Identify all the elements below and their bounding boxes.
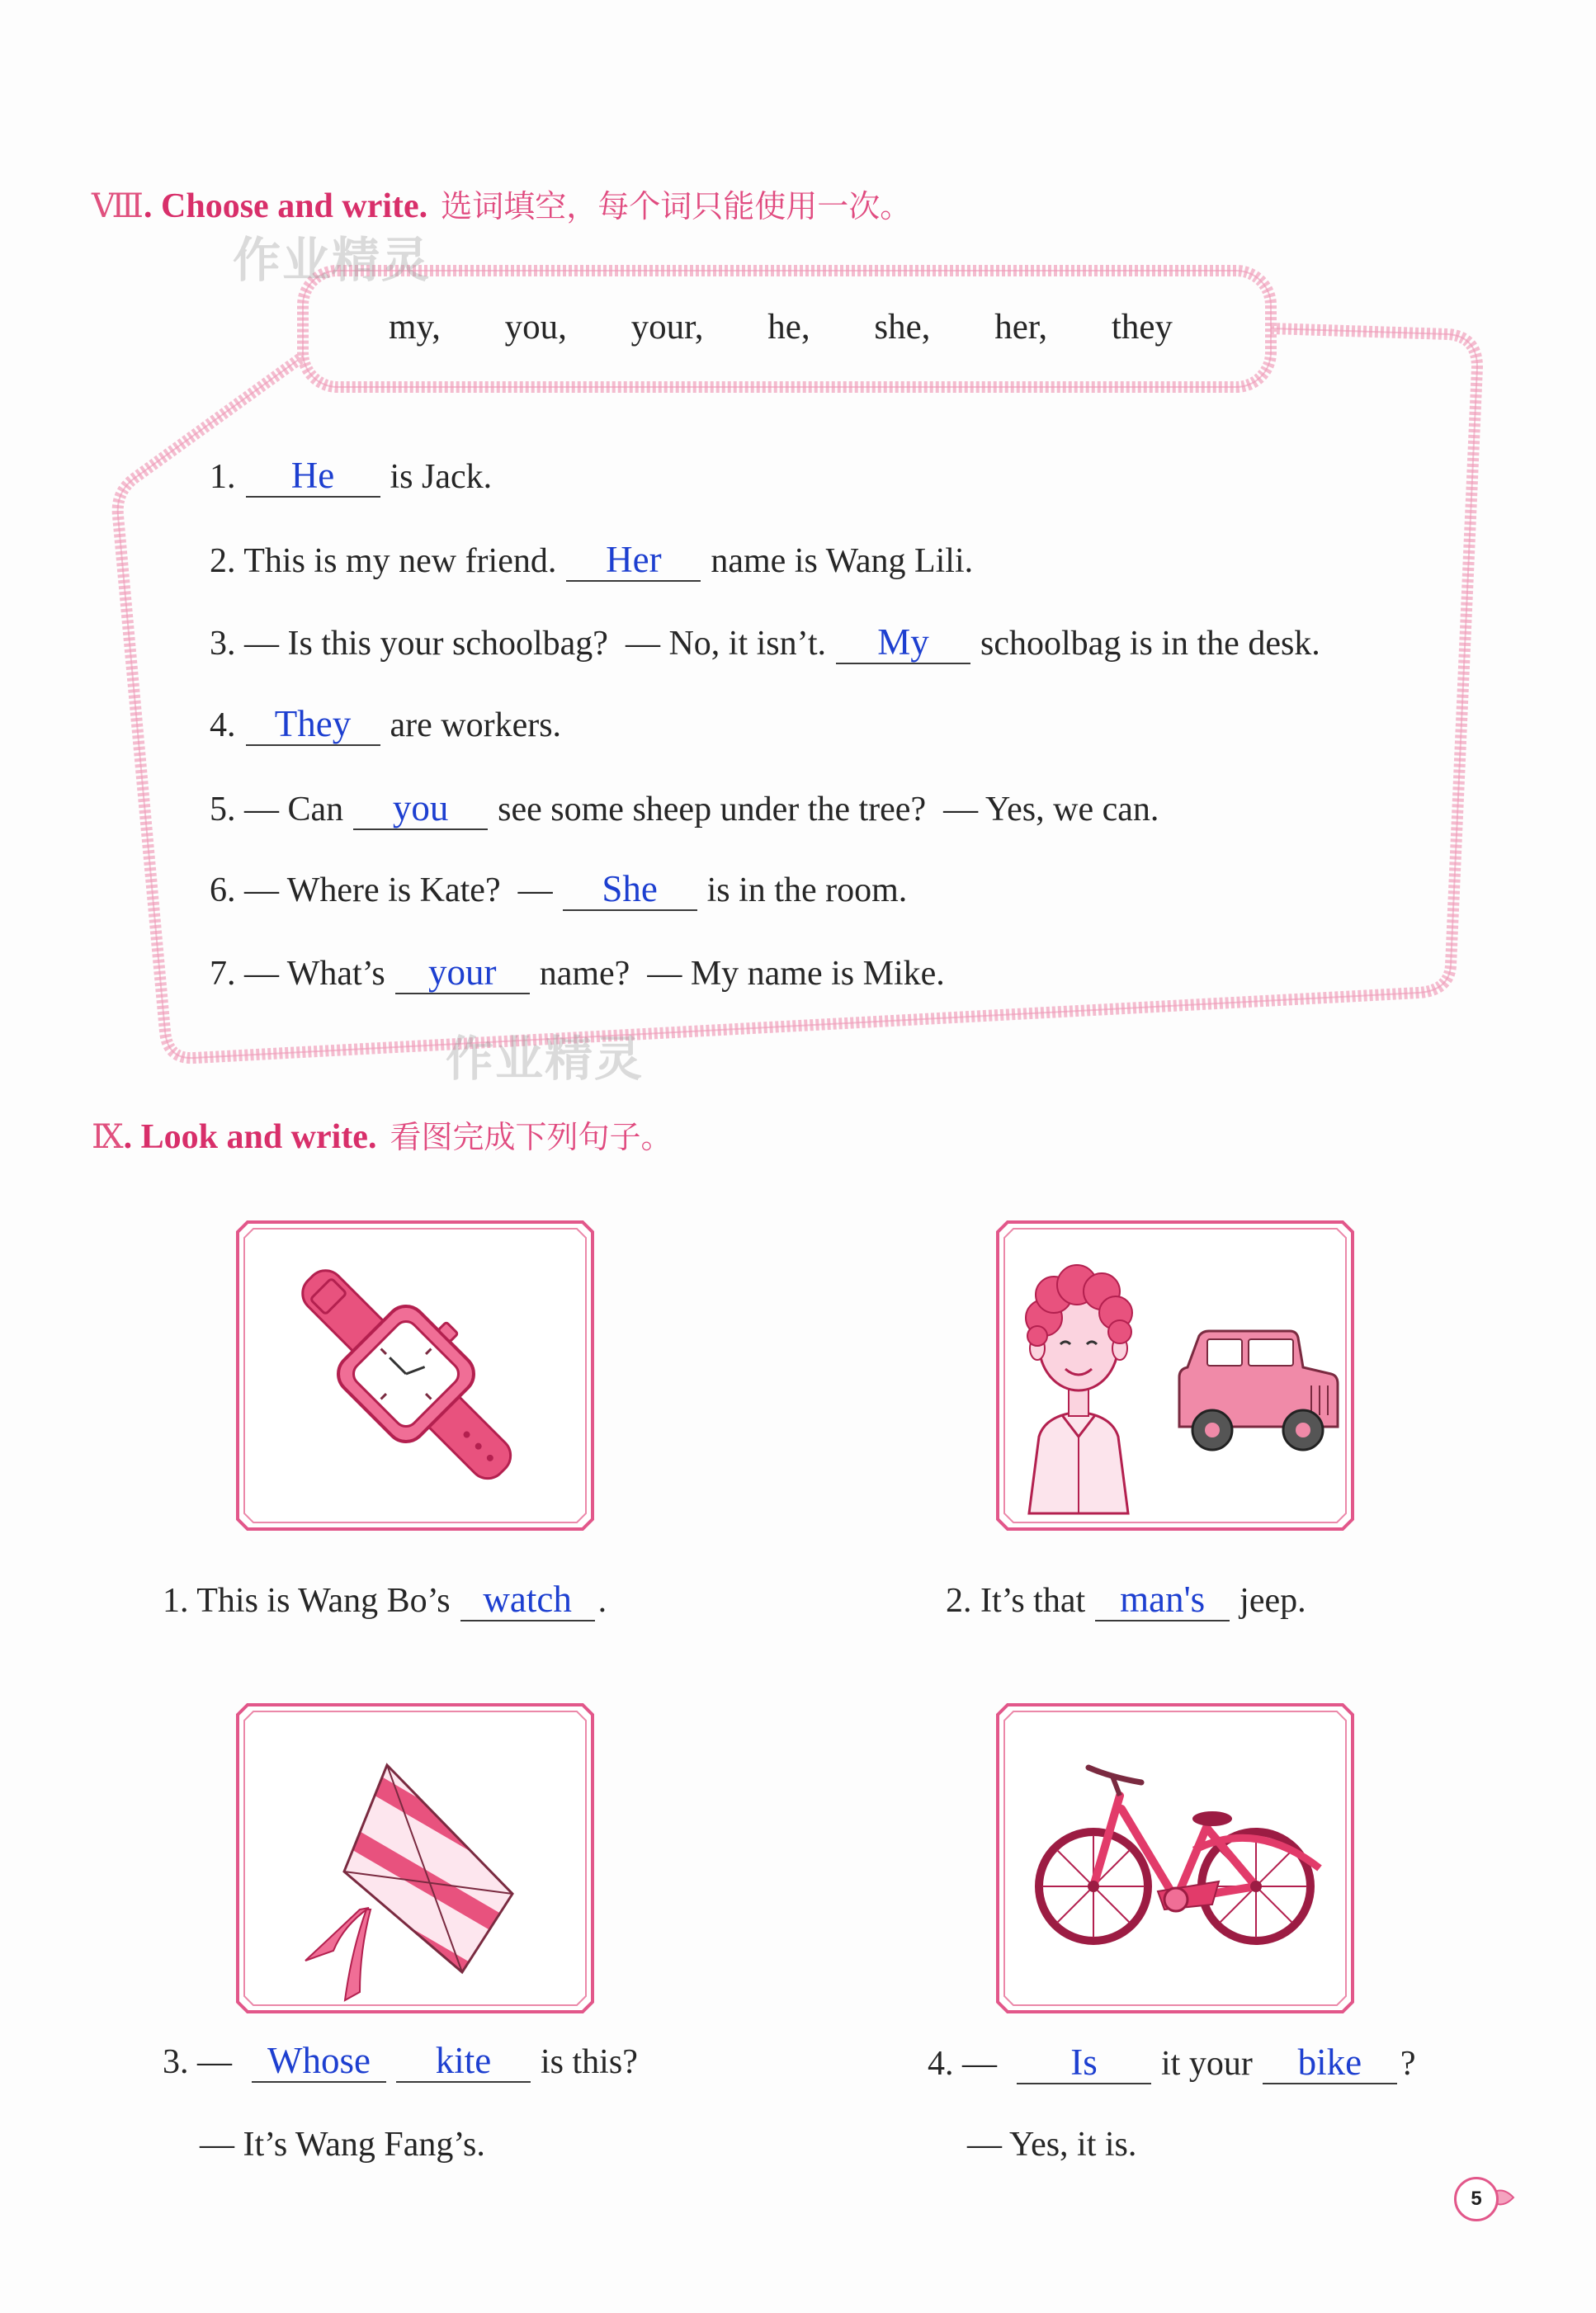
word-bank-item: my,: [389, 308, 441, 347]
section-8-heading: [92, 182, 911, 231]
exercise-8-item-5: [210, 785, 1159, 834]
answer-blank: [246, 705, 380, 746]
item-text-after: is this?: [541, 2043, 638, 2081]
word-bank-item: she,: [874, 308, 931, 347]
answer-blank: [1095, 1580, 1230, 1621]
answer-text: watch: [483, 1579, 572, 1620]
answer-text: Whose: [267, 2040, 371, 2081]
answer-blank: [566, 540, 701, 582]
answer-blank: [1263, 2043, 1397, 2084]
answer-blank: [246, 456, 380, 498]
item-text-after: ?: [1400, 2045, 1416, 2083]
answer-text: Is: [1070, 2042, 1098, 2083]
item-text-after: is Jack.: [390, 458, 493, 496]
item-text-before: 2. It’s that: [946, 1582, 1086, 1620]
picture-box-3: [236, 1703, 594, 2013]
exercise-8-item-4: [210, 701, 561, 750]
exercise-8-item-3: [210, 619, 1320, 668]
item-text-before: 7. — What’s: [210, 955, 385, 993]
exercise-9-item-3: [163, 2037, 638, 2087]
item-text-before: 2. This is my new friend.: [210, 542, 557, 580]
section-9-title: . Look and write.: [123, 1118, 377, 1156]
word-bank-item: her,: [994, 308, 1048, 347]
item-text-after: .: [597, 1582, 607, 1620]
section-8-title: . Choose and write.: [144, 187, 428, 225]
section-9-heading: [92, 1112, 672, 1162]
answer-blank: [353, 789, 488, 830]
item-text-before: 3. — Is this your schoolbag? — No, it isn’t.: [210, 625, 827, 663]
picture-box-2: [996, 1220, 1354, 1531]
section-9-instruction: 看图完成下列句子。: [390, 1119, 673, 1155]
item-text-after: schoolbag is in the desk.: [980, 625, 1320, 663]
answer-text: man's: [1120, 1579, 1206, 1620]
word-bank-item: you,: [504, 308, 567, 347]
item-text-after: jeep.: [1239, 1582, 1306, 1620]
exercise-8-item-7: [210, 949, 945, 998]
item-text-middle: it your: [1161, 2045, 1253, 2083]
item-text-before: 4.: [210, 706, 236, 744]
exercise-9-item-4: [928, 2039, 1415, 2089]
answer-text: your: [427, 951, 497, 993]
word-bank: [389, 303, 1173, 352]
item-text-after: name is Wang Lili.: [711, 542, 974, 580]
exercise-8-item-1: [210, 452, 492, 502]
exercise-9-item-3-reply: — It’s Wang Fang’s.: [200, 2126, 485, 2164]
answer-text: you: [392, 787, 449, 828]
answer-blank: [1017, 2043, 1151, 2084]
boy-and-jeep-icon: [996, 1220, 1354, 1531]
item-text-before: 5. — Can: [210, 791, 344, 828]
bicycle-icon: [996, 1703, 1354, 2013]
item-text-after: see some sheep under the tree? — Yes, we can.: [498, 791, 1159, 828]
section-8-numeral: Ⅷ: [92, 187, 144, 225]
exercise-8-item-6: [210, 866, 907, 915]
answer-text: Her: [606, 539, 662, 580]
section-9-numeral: Ⅸ: [92, 1118, 124, 1156]
section-8-instruction: 选词填空，每个词只能使用一次。: [441, 188, 912, 224]
exercise-9-item-2: [946, 1576, 1306, 1626]
answer-blank: [836, 623, 970, 664]
answer-text: She: [602, 868, 658, 909]
exercise-9-item-1: [163, 1576, 607, 1626]
item-text-after: are workers.: [390, 706, 562, 744]
exercise-9-item-4-reply: — Yes, it is.: [967, 2126, 1137, 2164]
watch-icon: [236, 1220, 594, 1531]
kite-icon: [236, 1703, 594, 2013]
picture-box-4: [996, 1703, 1354, 2013]
answer-text: bike: [1297, 2042, 1362, 2083]
word-bank-item: your,: [630, 308, 704, 347]
picture-box-1: [236, 1220, 594, 1531]
watermark-text: 作业精灵: [446, 1031, 645, 1087]
answer-text: kite: [435, 2040, 492, 2081]
item-text-after: name? — My name is Mike.: [539, 955, 945, 993]
watermark-text: 作业精灵: [233, 232, 432, 288]
exercise-8-item-2: [210, 536, 973, 586]
answer-text: He: [290, 455, 335, 496]
item-text-before: 1.: [210, 458, 236, 496]
item-text-before: 6. — Where is Kate? —: [210, 871, 553, 909]
item-text-before: 3. —: [163, 2043, 232, 2081]
item-text-after: is in the room.: [706, 871, 908, 909]
answer-blank: [252, 2042, 386, 2083]
page-number: 5: [1454, 2177, 1499, 2221]
answer-blank: [460, 1580, 595, 1621]
answer-text: My: [877, 621, 929, 663]
item-text-before: 4. —: [928, 2045, 997, 2083]
answer-text: They: [274, 703, 352, 744]
word-bank-item: they: [1111, 308, 1173, 347]
answer-blank: [563, 870, 697, 911]
answer-blank: [395, 953, 530, 994]
answer-blank: [396, 2042, 531, 2083]
word-bank-item: he,: [767, 308, 810, 347]
item-text-before: 1. This is Wang Bo’s: [163, 1582, 451, 1620]
